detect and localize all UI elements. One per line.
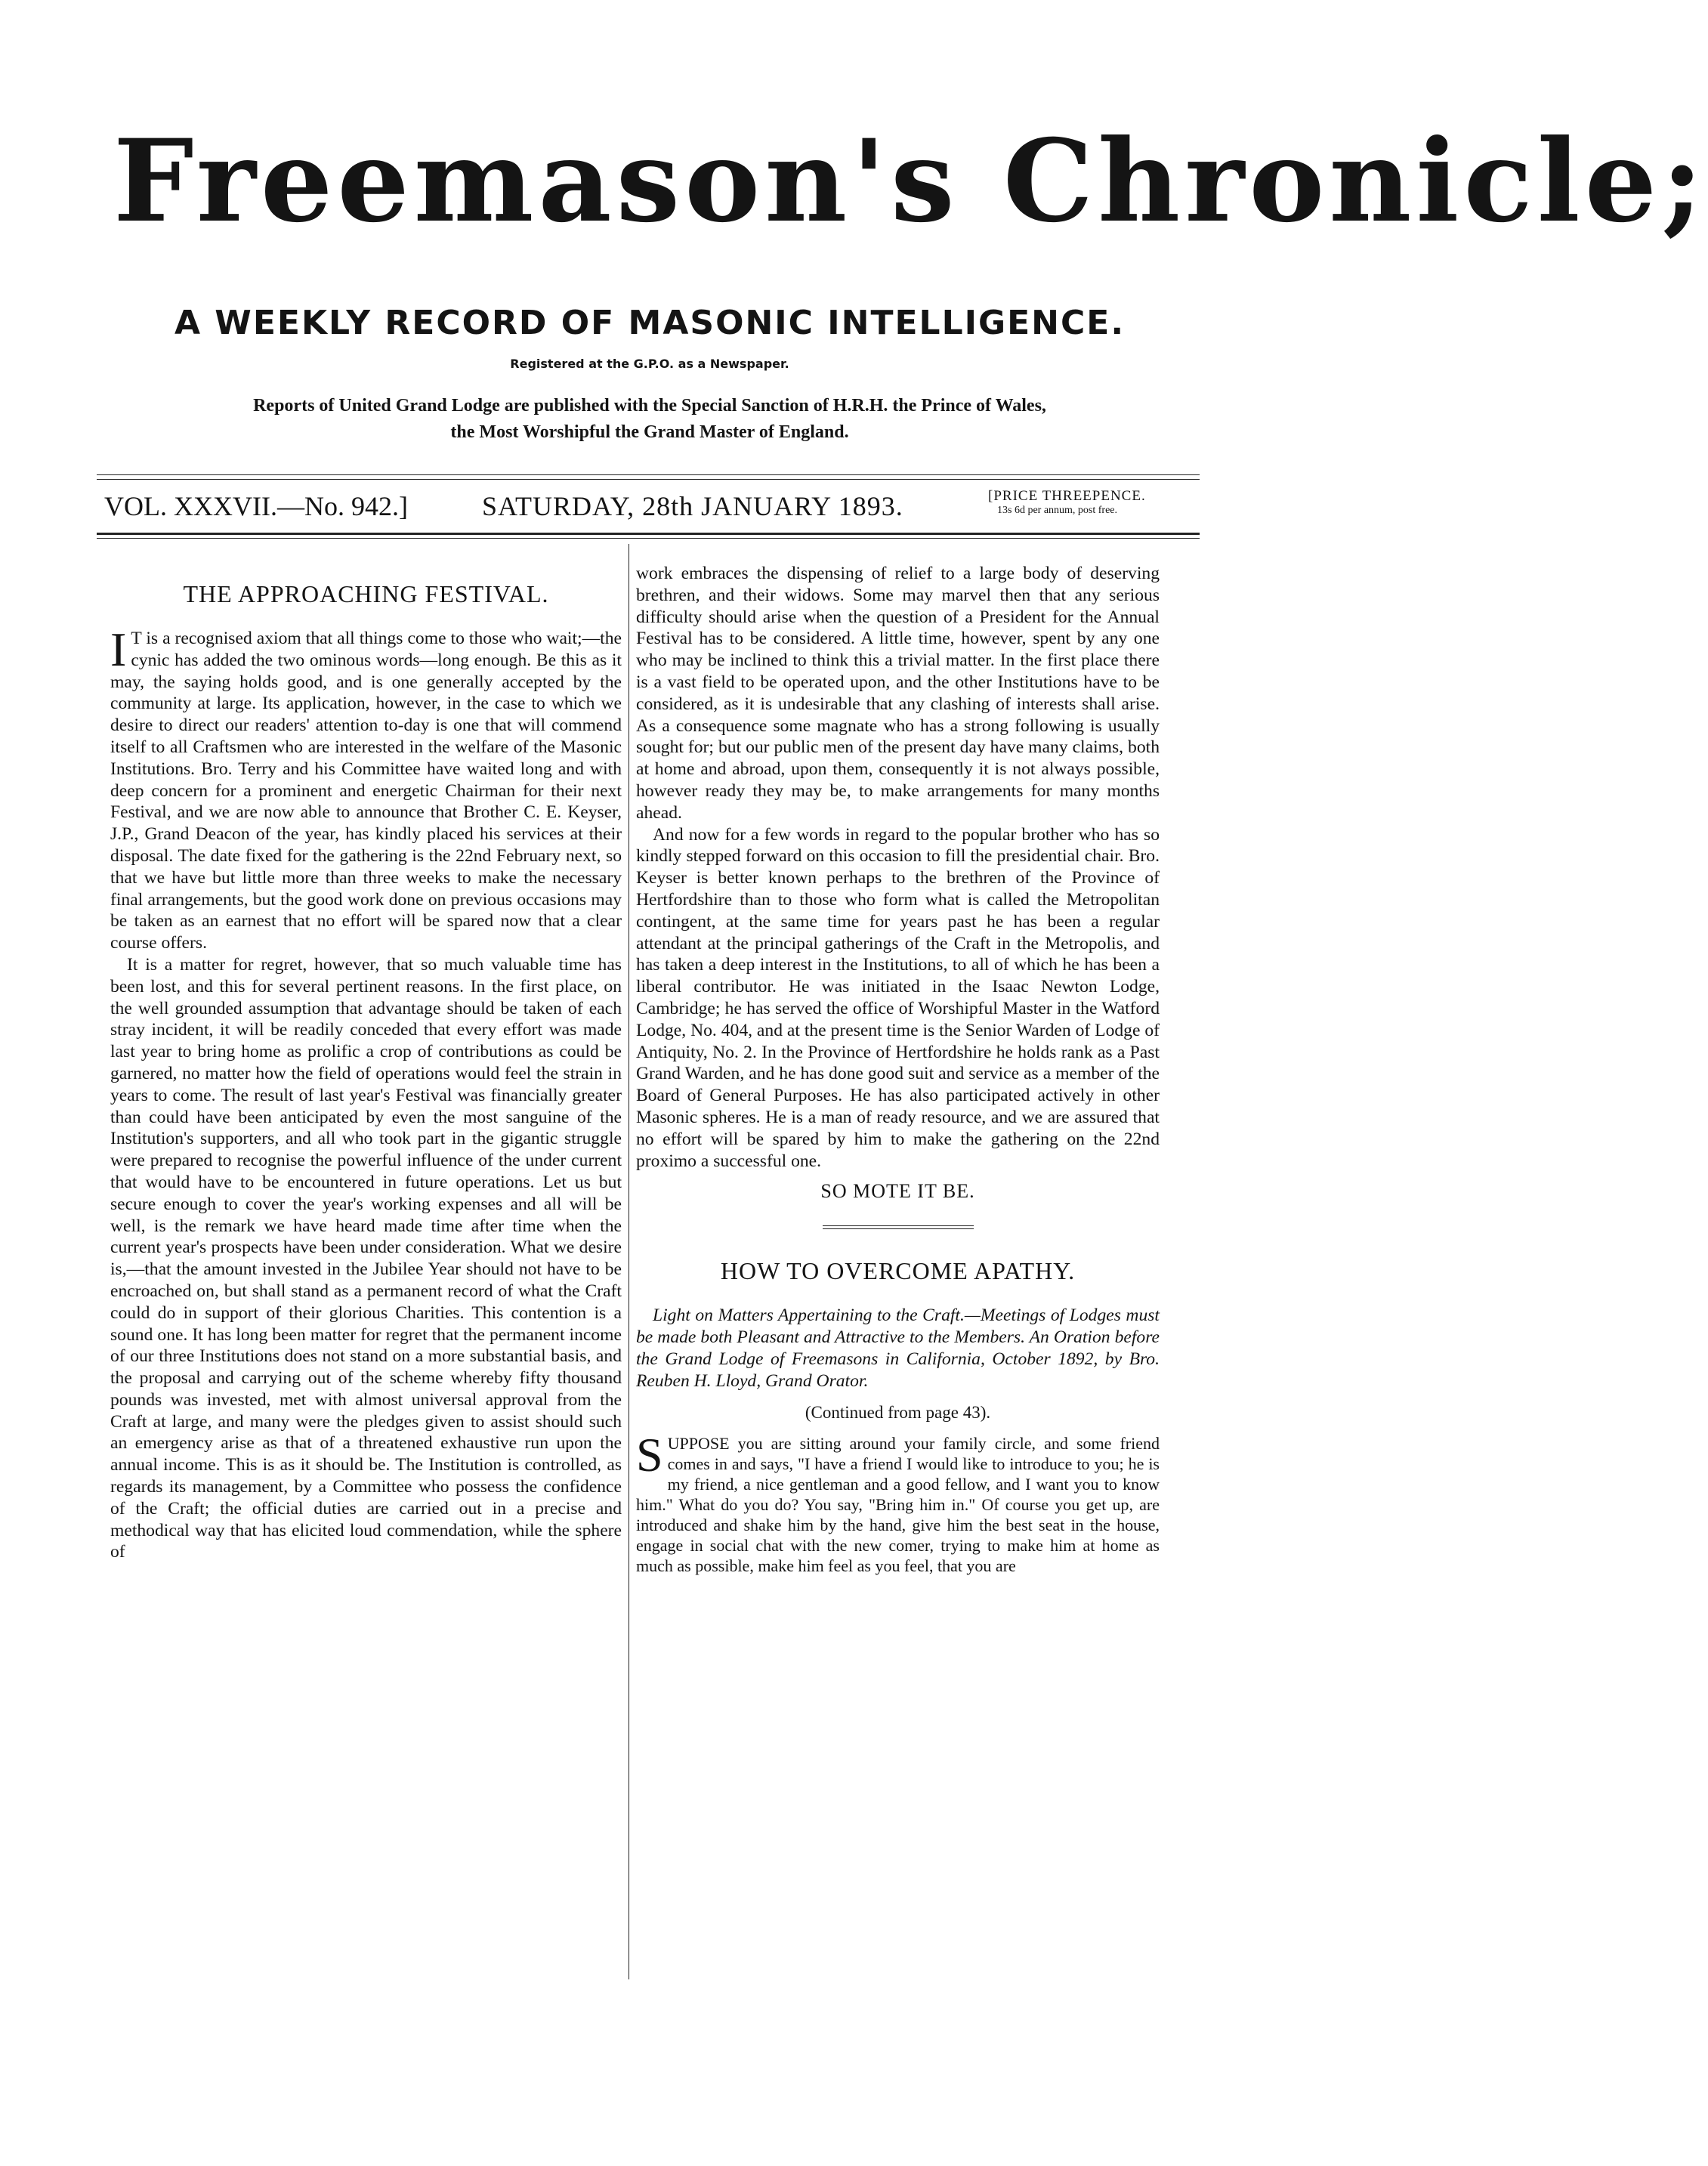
- reports-line-1: Reports of United Grand Lodge are published with the Special Sanction of H.R.H. the Prince of Wales,: [253, 396, 1046, 416]
- issue-rule-thin: [97, 538, 1200, 539]
- registered-note: Registered at the G.P.O. as a Newspaper.: [510, 357, 789, 371]
- column-right: [636, 563, 1160, 1976]
- reports-line-2: the Most Worshipful the Grand Master of England.: [450, 422, 849, 442]
- issue-line: [97, 487, 1200, 525]
- issue-price: [988, 489, 1146, 518]
- article-paragraph: And now for a few words in regard to the popular brother who has so kindly stepped forward on this occasion to fill the presidential chair. Bro. Keyser is better known perhaps to the brethren of the Province of Hertfordshire than to those who form what is called the Metropolitan contingent, at the same time for years past he has been a regular attendant at the principal gatherings of the Craft in the Metropolis, and has taken a deep interest in the Institutions, to all of which he has been a liberal contributor. He was initiated in the Isaac Newton Lodge, Cambridge; he has served the office of Worshipful Master in the Watford Lodge, No. 404, and at the present time is the Senior Warden of Lodge of Antiquity, No. 2. In the Province of Hertfordshire he holds rank as a Past Grand Warden, and he has done good suit and service as a member of the Board of General Purposes. He has also participated actively in other Masonic spheres. He is a man of ready resource, and we are assured that no effort will be spared by him to make the gathering on the 22nd proximo a successful one.: [636, 824, 1160, 1171]
- reports-notice: [98, 393, 1201, 446]
- issue-rule: [97, 533, 1200, 535]
- article-paragraph: [636, 1428, 1160, 1576]
- issue-volume: VOL. XXXVII.—No. 942.]: [104, 491, 408, 521]
- masthead-rule-double: [97, 479, 1200, 480]
- column-left: [110, 563, 622, 1976]
- issue-date: SATURDAY, 28th JANUARY 1893.: [482, 491, 903, 521]
- article-paragraph: It is a matter for regret, however, that so much valuable time has been lost, and this for several pertinent reasons. In the first place, on the well grounded assumption that advantage should be taken of each stray incident, it will be readily conceded that every effort was made last year to bring home as prolific a crop of contributions as could be garnered, no matter how the field of operations would feel the strain in years to come. The result of last year's Festival was financially greater than could have been anticipated by even the most sanguine of the Institution's supporters, and all who took part in the gigantic struggle were prepared to recognise the powerful influence of the under current that would have to be encountered in future operations. Let us but secure enough to cover the year's working expenses and all will be well, is the remark we have heard made time after time when the current year's prospects have been under consideration. What we desire is,—that the amount invested in the Jubilee Year should not have to be encroached on, but shall stand as a permanent record of what the Craft could do in support of their glorious Charities. This contention is a sound one. It has long been matter for regret that the permanent income of our three Institutions does not stand on a more substantial basis, and the proposal and carrying out of the scheme whereby fifty thousand pounds was invested, met with almost universal approval from the Craft at large, and many were the pledges given to assist should such an emergency arise as that of a threatened exhaustive run upon the annual income. This is as it should be. The Institution is controlled, as regards its management, by a Committee who possess the confidence of the Craft; the official duties are carried out in a precise and methodical way that has elicited loud commendation, while the sphere of: [110, 954, 622, 1562]
- article-title: HOW TO OVERCOME APATHY.: [720, 1257, 1076, 1285]
- continued-note: (Continued from page 43).: [805, 1403, 991, 1423]
- article-paragraph: work embraces the dispensing of relief to a large body of deserving brethren, and their widows. Some may marvel then that any serious difficulty should arise when the question of a President for the Annual Festival has to be considered. A little time, however, spent by any one who may be inclined to think this a trivial matter. In the first place there is a vast field to be operated upon, and the other Institutions have to be considered, as it is undesirable that any clashing of interests shall arise. As a consequence some magnate who has a strong following is usually sought for; but our public men of the present day have many claims, both at home and abroad, upon them, consequently it is not always possible, however ready they may be, to make arrangements for many months ahead.: [636, 564, 1160, 823]
- drop-cap: I: [110, 623, 127, 676]
- article-motto: SO MOTE IT BE.: [820, 1180, 975, 1203]
- article-paragraph: [110, 623, 622, 954]
- paragraph-text: UPPOSE you are sitting around your family circle, and some friend comes in and says, "I have a friend I would like to introduce to you; he is my friend, a nice gentleman and a good fellow, and I want you to know him." What do you do? You say, "Bring him in." Of course you get up, are introduced and shake him by the hand, give him the best seat in the house, engage in social chat with the new comer, trying to make him at home as much as possible, make him feel as you feel, that you are: [636, 1434, 1160, 1576]
- subscription-label: 13s 6d per annum, post free.: [997, 505, 1118, 516]
- article-lead: Light on Matters Appertaining to the Craft.—Meetings of Lodges must be made both Pleasant and Attractive to the Members. An Oration before the Grand Lodge of Freemasons in California, October 1892, by Bro. Reuben H. Lloyd, Grand Orator.: [636, 1305, 1160, 1391]
- price-label: [PRICE THREEPENCE.: [988, 488, 1146, 504]
- drop-cap: S: [636, 1428, 663, 1482]
- section-separator: [823, 1225, 974, 1229]
- article-title: THE APPROACHING FESTIVAL.: [183, 580, 549, 607]
- paragraph-text: T is a recognised axiom that all things come to those who wait;—the cynic has added the two ominous words—long enough. Be this as it may, the saying holds good, and is one generally accepted by the community at large. Its application, however, in the case to which we desire to direct our readers' attention to-day is one that will commend itself to all Craftsmen who are interested in the welfare of the Masonic Institutions. Bro. Terry and his Committee have waited long and with deep concern for a prominent and energetic Chairman for their next Festival, and we are now able to announce that Brother C. E. Keyser, J.P., Grand Deacon of the year, has kindly placed his services at their disposal. The date fixed for the gathering is the 22nd February next, so that we have but little more than three weeks to make the necessary final arrangements, but the good work done on previous occasions may be taken as an earnest that no effort will be spared now that a clear course offers.: [110, 629, 622, 953]
- masthead-title: Freemason's Chronicle;: [113, 115, 1708, 248]
- masthead-rule: [97, 474, 1200, 475]
- masthead-subtitle: A WEEKLY RECORD OF MASONIC INTELLIGENCE.: [174, 304, 1126, 342]
